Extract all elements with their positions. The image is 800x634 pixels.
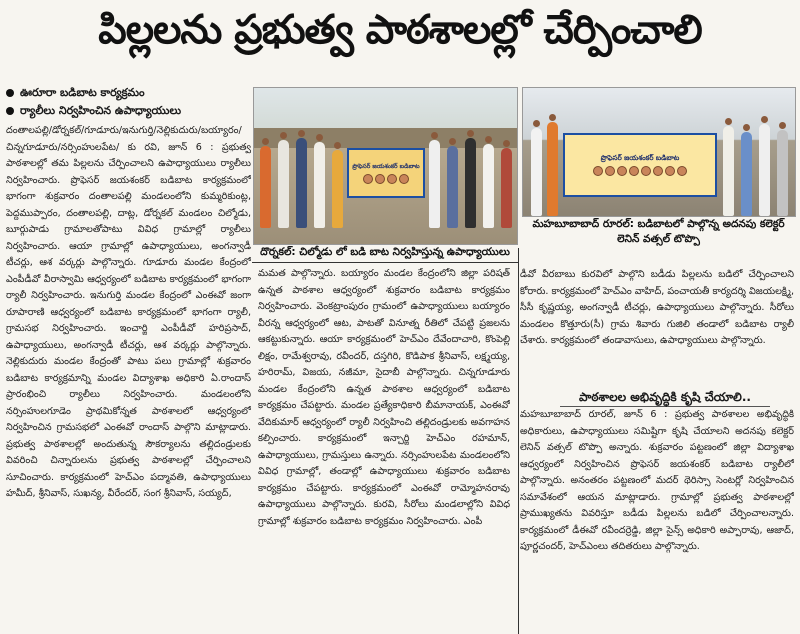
person-figure	[741, 132, 752, 216]
face-icon	[593, 166, 603, 176]
face-icon	[629, 166, 639, 176]
face-icon	[665, 166, 675, 176]
person-figure	[723, 126, 734, 216]
person-figure	[429, 140, 440, 228]
rally-photo-mahabubabad	[522, 87, 796, 217]
banner-text: ప్రొఫెసర్ జయశంకర్ బడిబాట	[352, 163, 420, 170]
subheading: పాఠశాలల అభివృద్ధికి కృషి చేయాలి..	[560, 388, 770, 407]
person-figure	[483, 144, 494, 228]
person-figure	[547, 122, 558, 216]
article-column: మహబూబాబాద్ రూరల్, జూన్ 6 : ప్రభుత్వ పాఠశాలల అభివృద్ధికి అధికారులు, ఉపాధ్యాయులు సమిష్టిగా కృషి చేయాలని అదనపు కలెక్టర్ లెనిన్ వత్సల్ టొప్పొ అన్నారు. శుక్రవారం పట్టణంలో జిల్లా విద్యాశాఖ ఆధ్వర్యంలో నిర్వహించిన ప్రొఫెసర్ జయశంకర్ బడిబాట ర్యాలీలో పాల్గొన్నారు. అనంతరం పట్టణంలో మదర్ థెరిస్సా సెంటర్లో నిర్వహించిన సమావేశంలో ఆయన మాట్లాడారు. గ్రామాల్లో ప్రభుత్వ పాఠశాలల్లో ప్రాముఖ్యతను వివరిస్తూ బడీడు పిల్లలను బడిలో చేర్పించాలన్నారు. కార్యక్రమంలో డీఈవో రవీందర్రెడ్డి, జిల్లా సైన్స్ అధికారి అప్పారావు, ఆజాద్, పూర్ణచందర్, హెచ్ఎంలు తదితరులు పాల్గొన్నారు.	[520, 409, 794, 552]
article-column: దంతాలపల్లి/డోర్నకల్/గూడూరు/ఇనుగుర్తి/నెల్లికుదురు/బయ్యారం/చిన్నగూడూరు/నర్సింహులపేట/ కు రవి, జూన్ 6 : ప్రభుత్వ పాఠశాలల్లో తమ పిల్లలను చేర్పించాలని ఉపాధ్యాయులు ర్యాలీలు నిర్వహించారు. ప్రొఫెసర్ జయశంకర్ బడిబాట కార్యక్రమంలో భాగంగా శుక్రవారం దంతాలపల్లి మండలంలోని కుమ్మరికుంట్ల, పెద్దముప్పారం, దంతాలపల్లి, దాట్ల, డోర్నకల్ మండలం చిల్మోడు, బూర్గుపాడు గ్రామాలతోపాటు వివిధ గ్రామాల్లో ర్యాలీలు నిర్వహించారు. ఆయా గ్రామాల్లో ఉపాధ్యాయులు, అంగన్వాడీ టీచర్లు, ఆశ వర్కర్లు పాల్గొన్నారు. గూడూరు మండల కేంద్రంలో ఎంపీడీవో వీరాస్వామి ఆధ్వర్యంలో బడిబాట కార్యక్రమంలో భాగంగా ర్యాలీ నిర్వహించారు. ఇనుగుర్తి మండల కేంద్రంలో ఎంఈవో జంగా రూపారాణి ఆధ్వర్యంలో బడిబాట కార్యక్రమంలో భాగంగా ర్యాలీ, గ్రామసభ నిర్వహించారు. ఇంచార్జి ఎంపీడీవో హరిప్రసాద్, ఉపాధ్యాయులు, అంగన్వాడీ టీచర్లు, ఆశ వర్కర్లు పాల్గొన్నారు. నెల్లికుదురు మండల కేంద్రంతో పాటు పలు గ్రామాల్లో శుక్రవారం బడిబాట కార్యక్రమాన్ని మండల విద్యాశాఖ అధికారి ఏ.రాందాస్ ప్రారంభించి ర్యాలీలు నిర్వహించారు. మండలంలోని నర్సింహులగూడెం ప్రాథమికోన్నత పాఠశాలలో ఆధ్వర్యంలో నిర్వహించిన గ్రామసభలో ఎంఈవో రాందాస్ పాల్గొని మాట్లాడారు. ప్రభుత్వ పాఠశాలల్లో అందుతున్న సౌకర్యాలను తల్లిదండ్రులకు వివరించి చిన్నారులను ప్రభుత్వ పాఠశాలల్లో చేర్పించాలని సూచించారు. కార్యక్రమంలో హెచ్ఎం పద్మావతి, ఉపాధ్యాయులు హమీద్, శ్రీనివాస్, సుఖన్య, వీరేందర్, సంగ శ్రీనివాస్, సయ్యద్,	[6, 125, 251, 499]
bullet-icon	[6, 107, 14, 115]
person-figure	[332, 150, 343, 228]
bullet-text: ఊరూరా బడిబాట కార్యక్రమం	[20, 86, 145, 99]
banner-text: ప్రొఫెసర్ జయశంకర్ బడిబాట	[600, 154, 680, 162]
face-icon	[605, 166, 615, 176]
rally-banner	[563, 133, 717, 197]
face-icon	[363, 174, 373, 184]
face-icon	[399, 174, 409, 184]
person-figure	[777, 130, 788, 216]
face-icon	[387, 174, 397, 184]
person-figure	[296, 138, 307, 228]
person-figure	[260, 146, 271, 228]
column-divider	[518, 248, 519, 634]
banner-faces	[593, 166, 687, 176]
person-figure	[501, 148, 512, 228]
person-figure	[447, 146, 458, 228]
face-icon	[375, 174, 385, 184]
building-wall	[254, 128, 517, 148]
rally-photo-dornakal	[253, 87, 518, 245]
person-figure	[465, 138, 476, 228]
person-figure	[314, 142, 325, 228]
column-divider	[252, 262, 518, 263]
bullet-icon	[6, 89, 14, 97]
bullet-list	[6, 84, 246, 120]
photo-caption: దొర్నకల్: చిల్మోడు లో బడి బాట నిర్వహిస్తున్న ఉపాధ్యాయులు	[260, 246, 510, 258]
face-icon	[677, 166, 687, 176]
face-icon	[653, 166, 663, 176]
person-figure	[278, 140, 289, 228]
face-icon	[617, 166, 627, 176]
person-figure	[759, 124, 770, 216]
article-column: మమత పాల్గొన్నారు. బయ్యారం మండల కేంద్రంలోని జిల్లా పరిషత్ ఉన్నత పాఠశాల ఆధ్వర్యంలో శుక్రవారం బడిబాట కార్యక్రమం నిర్వహించారు. వెంకట్రాంపురం గ్రామంలో ఉపాధ్యాయులు బయ్యారం వీరన్న ఆధ్వర్యంలో ఆట, పాటతో వినూత్న రీతిలో చేపట్టి ప్రజలను ఆకట్టుకున్నారు. ఆయా కార్యక్రమంలో హెచ్ఎం దేవేందాచారి, కొంపెల్లి లిక్షం, రామేశ్వరావు, రవీందర్, దస్తగిరి, కొడిపాక శ్రీనివాస్, లక్ష్మయ్య, హరిరామ్, విజయ, నజీమా, సైదాబీ పాల్గొన్నారు. చిన్నగూడూరు మండల కేంద్రంలోని ఉన్నత పాఠశాల ఆధ్వర్యంలో బడిబాట కార్యక్రమం చేపట్టారు. మండల ప్రత్యేకాధికారి బీమానాయక్, ఎంఈవో వేదికుమార్ ఆధ్వర్యంలో ర్యాలీ నిర్వహించి తల్లిదండ్రులకు అవగాహన కల్పించారు. కార్యక్రమంలో ఇన్చార్జి హెచ్ఎం రహమాన్, ఉపాధ్యాయులు, గ్రామస్తులు ఉన్నారు. నర్సింహులపేట మండలంలోని వివిధ గ్రామాల్లో, తండాల్లో ఉపాధ్యాయులు శుక్రవారం బడిబాట కార్యక్రమం చేపట్టారు. కార్యక్రమంలో ఎంఈవో రామ్మోహనరావు ఉపాధ్యాయులు పాల్గొన్నారు. కురవి, సీరోలు మండలాల్లోని వివిధ గ్రామాల్లో శుక్రవారం బడిబాట కార్యక్రమం నిర్వహించారు. ఎంపీ	[258, 268, 510, 527]
person-figure	[531, 128, 542, 216]
photo-caption: మహబూబాబాద్ రూరల్: బడిబాటలో పాల్గొన్న అదనపు కలెక్టర్ లెనిన్ వత్సల్ టొప్పొ	[532, 218, 785, 245]
article-column: డీవో వీరబాబు కురవిలో పాల్గొని బడీడు పిల్లలను బడిలో చేర్పించాలని కోరారు. కార్యక్రమంలో హెచ్ఎం వాహిద్, పంచాయతీ కార్యదర్శి విజయలక్ష్మి, సీసీ కృష్ణయ్య, అంగన్వాడీ టీచర్లు, ఉపాధ్యాయులు పాల్గొన్నారు. సీరోలు మండలం కొత్తూరు(సీ) గ్రామ శివారు గుజిలి తండాలో బడిబాట ర్యాలీ చేశారు. కార్యక్రమంలో తండావాసులు, ఉపాధ్యాయులు పాల్గొన్నారు.	[520, 269, 794, 346]
face-icon	[641, 166, 651, 176]
bullet-text: ర్యాలీలు నిర్వహించిన ఉపాధ్యాయులు	[20, 104, 182, 117]
rally-banner	[347, 148, 425, 198]
banner-faces	[363, 174, 409, 184]
bullet-item	[6, 84, 246, 102]
bullet-item	[6, 102, 246, 120]
headline: పిల్లలను ప్రభుత్వ పాఠశాలల్లో చేర్పించాలి	[98, 7, 702, 53]
